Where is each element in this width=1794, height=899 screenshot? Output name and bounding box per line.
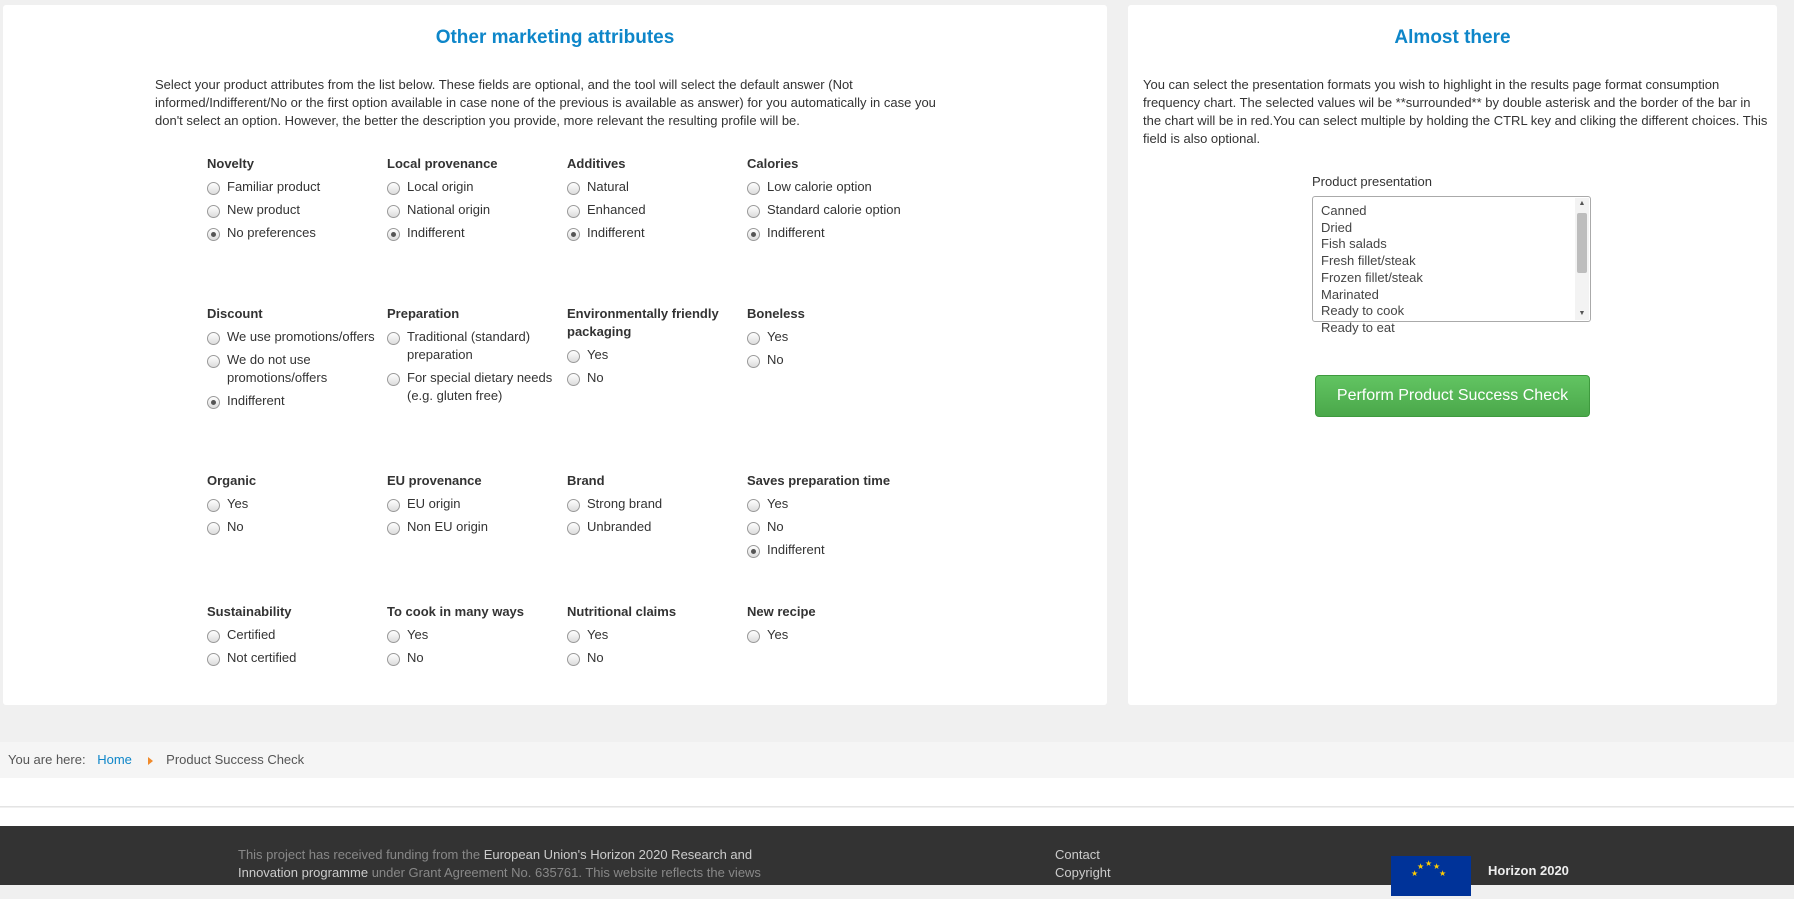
radio-option[interactable] <box>567 178 737 196</box>
svg-text:★: ★ <box>1439 869 1447 878</box>
attribute-group <box>567 603 737 672</box>
scroll-up-arrow-icon[interactable]: ▲ <box>1578 200 1586 207</box>
radio-button[interactable] <box>207 228 220 241</box>
radio-label: Indifferent <box>587 225 645 240</box>
attribute-group-title: New recipe <box>747 604 816 619</box>
radio-button[interactable] <box>387 373 400 386</box>
radio-option[interactable] <box>567 201 737 219</box>
radio-button[interactable] <box>567 522 580 535</box>
attribute-group-title: Calories <box>747 156 799 171</box>
radio-option[interactable] <box>387 369 557 405</box>
footer-links <box>1055 846 1111 882</box>
radio-option[interactable] <box>747 351 917 369</box>
funding-programme-link[interactable]: European Union's Horizon 2020 Research and Innovation programme <box>238 847 753 880</box>
radio-button[interactable] <box>747 522 760 535</box>
radio-option[interactable] <box>207 224 377 242</box>
funding-text-start: This project has received funding from the <box>238 847 484 862</box>
select-option[interactable]: Fresh fillet/steak <box>1321 253 1416 269</box>
radio-label: Familiar product <box>227 179 321 194</box>
select-option[interactable]: Ready to cook <box>1321 303 1405 319</box>
radio-button[interactable] <box>567 182 580 195</box>
attribute-group-title: Novelty <box>207 156 254 171</box>
radio-button[interactable] <box>747 332 760 345</box>
radio-label: Yes <box>407 627 429 642</box>
radio-label: Yes <box>767 627 789 642</box>
eu-stars-icon <box>1391 856 1471 896</box>
breadcrumb-separator-icon <box>148 757 153 765</box>
radio-label: We do not use promotions/offers <box>227 352 328 385</box>
radio-label: National origin <box>407 202 491 217</box>
radio-label: Indifferent <box>767 542 825 557</box>
radio-label: Indifferent <box>227 393 285 408</box>
radio-label: Yes <box>587 347 609 362</box>
radio-button[interactable] <box>207 396 220 409</box>
attribute-group <box>387 472 557 541</box>
radio-option[interactable] <box>567 495 737 513</box>
attribute-group-title: EU provenance <box>387 473 482 488</box>
attribute-group-title: To cook in many ways <box>387 604 525 619</box>
attribute-group <box>207 603 377 672</box>
radio-option[interactable] <box>747 495 917 513</box>
attribute-group <box>387 155 557 247</box>
select-scrollbar[interactable] <box>1575 198 1589 320</box>
attribute-group-title: Local provenance <box>387 156 498 171</box>
presentation-intro-text: You can select the presentation formats you wish to highlight in the results page format consumption frequency chart. The selected values wil be **surrounded** by double asterisk and the border of the bar in the chart will be in red.You can select multiple by holding the CTRL key and cliking the different choices. This field is also optional. <box>1143 77 1768 146</box>
attribute-group-title: Discount <box>207 306 263 321</box>
spacer-strip <box>0 778 1794 807</box>
radio-option[interactable] <box>747 178 917 196</box>
radio-button[interactable] <box>747 545 760 558</box>
radio-button[interactable] <box>747 205 760 218</box>
radio-label: Enhanced <box>587 202 646 217</box>
radio-option[interactable] <box>567 649 737 667</box>
footer-link-copyright[interactable]: Copyright <box>1055 865 1111 880</box>
select-option[interactable]: Fish salads <box>1321 236 1387 252</box>
radio-button[interactable] <box>567 653 580 666</box>
select-option[interactable]: Canned <box>1321 203 1367 218</box>
radio-label: Strong brand <box>587 496 663 511</box>
attribute-group <box>567 155 737 247</box>
radio-option[interactable] <box>747 201 917 219</box>
radio-label: Indifferent <box>767 225 825 240</box>
almost-there-panel <box>1128 5 1777 705</box>
radio-button[interactable] <box>387 522 400 535</box>
select-option[interactable]: Dried <box>1321 219 1353 235</box>
radio-label: Natural <box>587 179 629 194</box>
radio-option[interactable] <box>387 224 557 242</box>
radio-option[interactable] <box>747 224 917 242</box>
radio-label: Yes <box>767 329 789 344</box>
attributes-intro-text: Select your product attributes from the list below. These fields are optional, and the tool will select the default answer (Not informed/Indifferent/No or the first option available in case none of the previous is available as answer) for you automatically in case you don't select an option. However, the better the description you provide, more relevant the resulting profile will be. <box>155 77 936 128</box>
radio-label: No <box>407 650 424 665</box>
radio-option[interactable] <box>207 201 377 219</box>
attribute-group <box>387 305 557 410</box>
radio-button[interactable] <box>207 332 220 345</box>
radio-option[interactable] <box>207 178 377 196</box>
select-option[interactable]: Frozen fillet/steak <box>1321 269 1423 285</box>
radio-button[interactable] <box>567 499 580 512</box>
radio-option[interactable] <box>567 626 737 644</box>
radio-label: Yes <box>227 496 249 511</box>
spacer-gap <box>0 808 1794 826</box>
radio-button[interactable] <box>747 182 760 195</box>
product-presentation-label: Product presentation <box>1312 174 1432 189</box>
radio-button[interactable] <box>387 630 400 643</box>
radio-option[interactable] <box>567 224 737 242</box>
radio-label: Low calorie option <box>767 179 872 194</box>
radio-button[interactable] <box>747 630 760 643</box>
radio-button[interactable] <box>387 228 400 241</box>
radio-option[interactable] <box>567 518 737 536</box>
breadcrumb <box>0 742 1794 778</box>
radio-button[interactable] <box>207 205 220 218</box>
radio-option[interactable] <box>747 328 917 346</box>
attribute-group-title: Sustainability <box>207 604 292 619</box>
attribute-group <box>207 155 377 247</box>
radio-button[interactable] <box>747 499 760 512</box>
attribute-group <box>747 472 917 564</box>
scroll-thumb[interactable] <box>1577 213 1587 273</box>
radio-option[interactable] <box>207 392 377 410</box>
radio-button[interactable] <box>207 630 220 643</box>
breadcrumb-home-link[interactable]: Home <box>97 752 132 767</box>
radio-label: Indifferent <box>407 225 465 240</box>
radio-button[interactable] <box>567 373 580 386</box>
scroll-down-arrow-icon[interactable]: ▼ <box>1578 310 1586 317</box>
radio-label: Traditional (standard) preparation <box>407 329 531 362</box>
radio-label: Local origin <box>407 179 474 194</box>
attribute-group-title: Organic <box>207 473 257 488</box>
radio-option[interactable] <box>207 495 377 513</box>
select-options-list <box>1321 203 1572 337</box>
radio-button[interactable] <box>747 355 760 368</box>
select-option[interactable]: Ready to eat <box>1321 319 1395 335</box>
marketing-attributes-panel <box>3 5 1107 705</box>
breadcrumb-current: Product Success Check <box>166 752 305 767</box>
attribute-group-title: Brand <box>567 473 605 488</box>
radio-option[interactable] <box>387 626 557 644</box>
radio-option[interactable] <box>747 518 917 536</box>
radio-button[interactable] <box>207 653 220 666</box>
svg-text:★: ★ <box>1411 869 1419 878</box>
svg-text:★: ★ <box>1425 859 1433 868</box>
attribute-group <box>747 155 917 247</box>
panel-title: Other marketing attributes <box>435 27 675 48</box>
radio-button[interactable] <box>567 630 580 643</box>
attribute-group-title: Additives <box>567 156 626 171</box>
attribute-group <box>747 603 917 649</box>
radio-button[interactable] <box>387 499 400 512</box>
attribute-group <box>207 472 377 541</box>
attribute-group-title: Saves preparation time <box>747 473 891 488</box>
radio-option[interactable] <box>207 351 377 387</box>
svg-text:★: ★ <box>1417 862 1425 871</box>
panel-title: Almost there <box>1394 27 1511 48</box>
attribute-group <box>207 305 377 415</box>
radio-button[interactable] <box>207 522 220 535</box>
select-option[interactable]: Marinated <box>1321 286 1379 302</box>
radio-label: Yes <box>767 496 789 511</box>
svg-text:★: ★ <box>1433 862 1441 871</box>
radio-button[interactable] <box>207 182 220 195</box>
attribute-group <box>387 603 557 672</box>
attribute-group <box>567 305 737 392</box>
radio-button[interactable] <box>387 653 400 666</box>
horizon-2020-logo: Horizon 2020 <box>1488 863 1569 878</box>
radio-button[interactable] <box>387 332 400 345</box>
radio-option[interactable] <box>387 328 557 364</box>
radio-button[interactable] <box>567 205 580 218</box>
radio-button[interactable] <box>207 355 220 368</box>
radio-label: Unbranded <box>587 519 652 534</box>
radio-button[interactable] <box>747 228 760 241</box>
radio-label: Standard calorie option <box>767 202 901 217</box>
site-footer <box>0 826 1794 885</box>
radio-label: No <box>767 519 784 534</box>
attribute-group <box>567 472 737 541</box>
radio-label: Certified <box>227 627 276 642</box>
footer-link-contact[interactable]: Contact <box>1055 847 1100 862</box>
radio-label: Non EU origin <box>407 519 488 534</box>
radio-label: No <box>227 519 244 534</box>
attribute-group-title: Boneless <box>747 306 805 321</box>
radio-button[interactable] <box>207 499 220 512</box>
radio-label: For special dietary needs (e.g. gluten free) <box>407 370 553 403</box>
radio-option[interactable] <box>207 328 377 346</box>
radio-label: No <box>587 650 604 665</box>
radio-label: No <box>767 352 784 367</box>
radio-button[interactable] <box>387 205 400 218</box>
radio-label: No preferences <box>227 225 316 240</box>
radio-option[interactable] <box>207 649 377 667</box>
radio-option[interactable] <box>387 201 557 219</box>
radio-option[interactable] <box>207 518 377 536</box>
radio-label: Not certified <box>227 650 297 665</box>
radio-button[interactable] <box>567 350 580 363</box>
radio-label: Yes <box>587 627 609 642</box>
radio-option[interactable] <box>387 178 557 196</box>
funding-notice <box>238 846 778 882</box>
radio-label: We use promotions/offers <box>227 329 375 344</box>
eu-flag-icon <box>1391 856 1471 896</box>
radio-option[interactable] <box>747 541 917 559</box>
funding-text-end: under Grant Agreement No. 635761. This website reflects the views <box>368 865 761 880</box>
perform-product-success-check-button[interactable]: Perform Product Success Check <box>1315 375 1590 417</box>
product-presentation-select[interactable] <box>1312 196 1591 335</box>
attribute-group-title: Nutritional claims <box>567 604 677 619</box>
radio-option[interactable] <box>387 649 557 667</box>
radio-option[interactable] <box>207 626 377 644</box>
radio-option[interactable] <box>387 495 557 513</box>
attribute-group-title: Preparation <box>387 306 460 321</box>
radio-option[interactable] <box>567 346 737 364</box>
radio-option[interactable] <box>747 626 917 644</box>
radio-option[interactable] <box>567 369 737 387</box>
radio-label: EU origin <box>407 496 461 511</box>
radio-button[interactable] <box>387 182 400 195</box>
radio-label: No <box>587 370 604 385</box>
radio-button[interactable] <box>567 228 580 241</box>
radio-label: New product <box>227 202 300 217</box>
attribute-group <box>747 305 917 374</box>
attribute-group-title: Environmentally friendly packaging <box>567 306 719 339</box>
breadcrumb-prefix: You are here: <box>8 752 86 767</box>
radio-option[interactable] <box>387 518 557 536</box>
